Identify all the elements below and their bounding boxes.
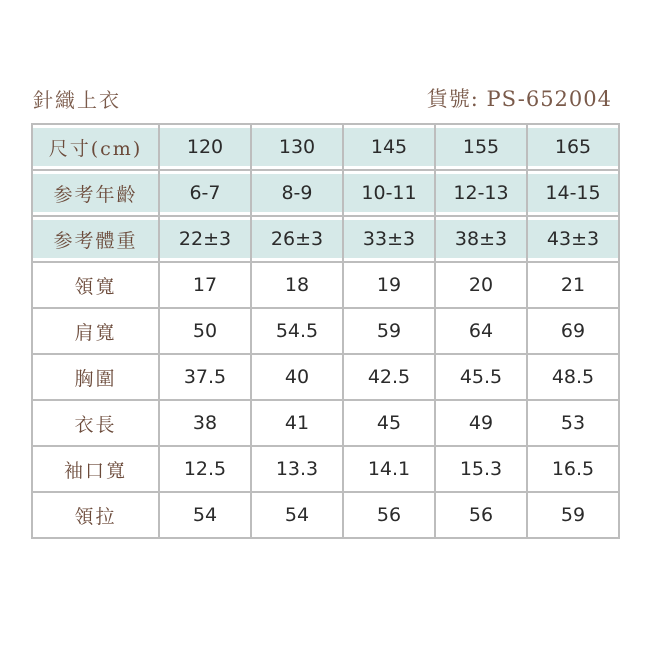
table-cell: 56 [343,492,435,538]
table-cell: 17 [159,262,251,308]
table-cell: 20 [435,262,527,308]
product-sku: 貨號: PS-652004 [426,87,612,111]
table-cell: 120 [159,124,251,170]
table-cell: 59 [527,492,619,538]
table-cell: 53 [527,400,619,446]
table-row [32,308,619,354]
table-cell: 37.5 [159,354,251,400]
table-cell: 69 [527,308,619,354]
table-cell: 54 [159,492,251,538]
table-cell: 50 [159,308,251,354]
size-row [32,124,619,170]
table-cell: 54 [251,492,343,538]
table-row [32,446,619,492]
row-label: 領寬 [32,262,159,308]
table-cell: 21 [527,262,619,308]
table-cell: 14-15 [527,170,619,216]
product-title: 針織上衣 [33,88,121,112]
table-cell: 155 [435,124,527,170]
table-row [32,354,619,400]
row-label: 袖口寬 [32,446,159,492]
row-label: 胸圍 [32,354,159,400]
table-cell: 8-9 [251,170,343,216]
table-cell: 16.5 [527,446,619,492]
table-cell: 38±3 [435,216,527,262]
table-cell: 43±3 [527,216,619,262]
table-row [32,400,619,446]
table-cell: 56 [435,492,527,538]
row-label: 尺寸(cm) [32,124,159,170]
table-row [32,262,619,308]
table-cell: 165 [527,124,619,170]
table-cell: 13.3 [251,446,343,492]
table-cell: 145 [343,124,435,170]
table-cell: 42.5 [343,354,435,400]
size-chart-table [31,123,620,539]
age-row [32,170,619,216]
table-cell: 18 [251,262,343,308]
table-cell: 12.5 [159,446,251,492]
table-cell: 6-7 [159,170,251,216]
row-label: 衣長 [32,400,159,446]
table-cell: 14.1 [343,446,435,492]
table-cell: 45.5 [435,354,527,400]
row-label: 領拉 [32,492,159,538]
table-cell: 48.5 [527,354,619,400]
table-cell: 54.5 [251,308,343,354]
table-cell: 19 [343,262,435,308]
table-cell: 40 [251,354,343,400]
table-cell: 26±3 [251,216,343,262]
table-cell: 22±3 [159,216,251,262]
table-cell: 45 [343,400,435,446]
table-cell: 10-11 [343,170,435,216]
row-label: 参考年齡 [32,170,159,216]
table-cell: 15.3 [435,446,527,492]
table-cell: 33±3 [343,216,435,262]
table-cell: 59 [343,308,435,354]
table-cell: 38 [159,400,251,446]
table-row [32,492,619,538]
row-label: 肩寬 [32,308,159,354]
table-cell: 64 [435,308,527,354]
table-cell: 49 [435,400,527,446]
weight-row [32,216,619,262]
row-label: 参考體重 [32,216,159,262]
table-cell: 130 [251,124,343,170]
table-cell: 12-13 [435,170,527,216]
table-cell: 41 [251,400,343,446]
